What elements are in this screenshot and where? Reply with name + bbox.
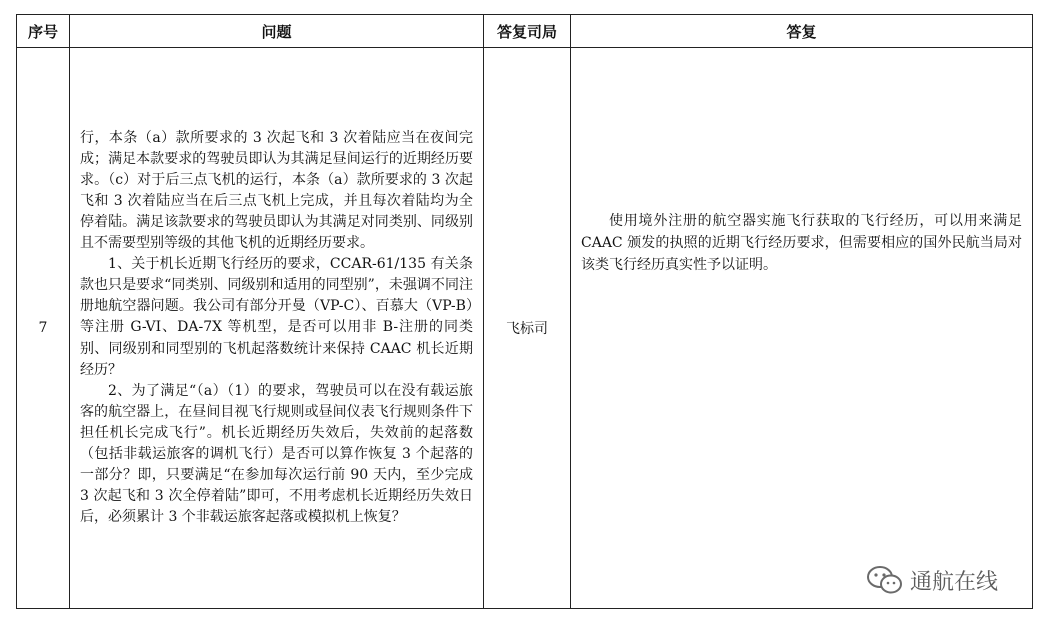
question-paragraph: 行，本条（a）款所要求的 3 次起飞和 3 次着陆应当在夜间完成；满足本款要求的驾驶员即认为其满足昼间运行的近期经历要求。（c）对于后三点飞机的运行，本条（a）款所要求的 3 次起飞和 3 次着陆应当在后三点飞机上完成，并且每次着陆均为全停着陆。满足该款要求的驾驶员即认为其满足对同类别、同级别且不需要型别等级的其他飞机的近期经历要求。 (80, 129, 473, 252)
row-question (70, 48, 484, 609)
table-header-row (17, 15, 1033, 48)
question-paragraph: 2、为了满足“（a）（1）的要求，驾驶员可以在没有载运旅客的航空器上，在昼间目视飞行规则或昼间仪表飞行规则条件下担任机长完成飞行”。机长近期经历失效后，失效前的起落数（包括非载运旅客的调机飞行）是否可以算作恢复 3 个起落的一部分？即，只要满足“在参加每次运行前 90 天内，至少完成 3 次起飞和 3 次全停着陆”即可，不用考虑机长近期经历失效日后，必须累计 3 个非载运旅客起落或模拟机上恢复？ (80, 382, 473, 526)
wechat-icon (866, 564, 904, 596)
row-num: 7 (17, 48, 70, 609)
question-paragraph: 1、关于机长近期飞行经历的要求，CCAR-61/135 有关条款也只是要求“同类别、同级别和适用的同型别”，未强调不同注册地航空器问题。我公司有部分开曼（VP-C）、百慕大（VP-B）等注册 G-VI、DA-7X 等机型，是否可以用非 B-注册的同类别、同级别和同型别的飞机起落数统计来保持 CAAC 机长近期经历？ (80, 256, 473, 378)
watermark (866, 564, 998, 596)
watermark-text: 通航在线 (910, 569, 999, 595)
table-row (17, 48, 1033, 609)
header-num: 序号 (17, 15, 70, 48)
row-dept: 飞标司 (484, 48, 571, 609)
question-text (70, 128, 483, 529)
header-dept: 答复司局 (484, 15, 571, 48)
qa-table (16, 14, 1033, 609)
row-answer (571, 48, 1033, 609)
answer-text: 使用境外注册的航空器实施飞行获取的飞行经历，可以用来满足 CAAC 颁发的执照的近期飞行经历要求，但需要相应的国外民航当局对该类飞行经历真实性予以证明。 (581, 213, 1022, 273)
header-answer: 答复 (571, 15, 1033, 48)
header-question: 问题 (70, 15, 484, 48)
